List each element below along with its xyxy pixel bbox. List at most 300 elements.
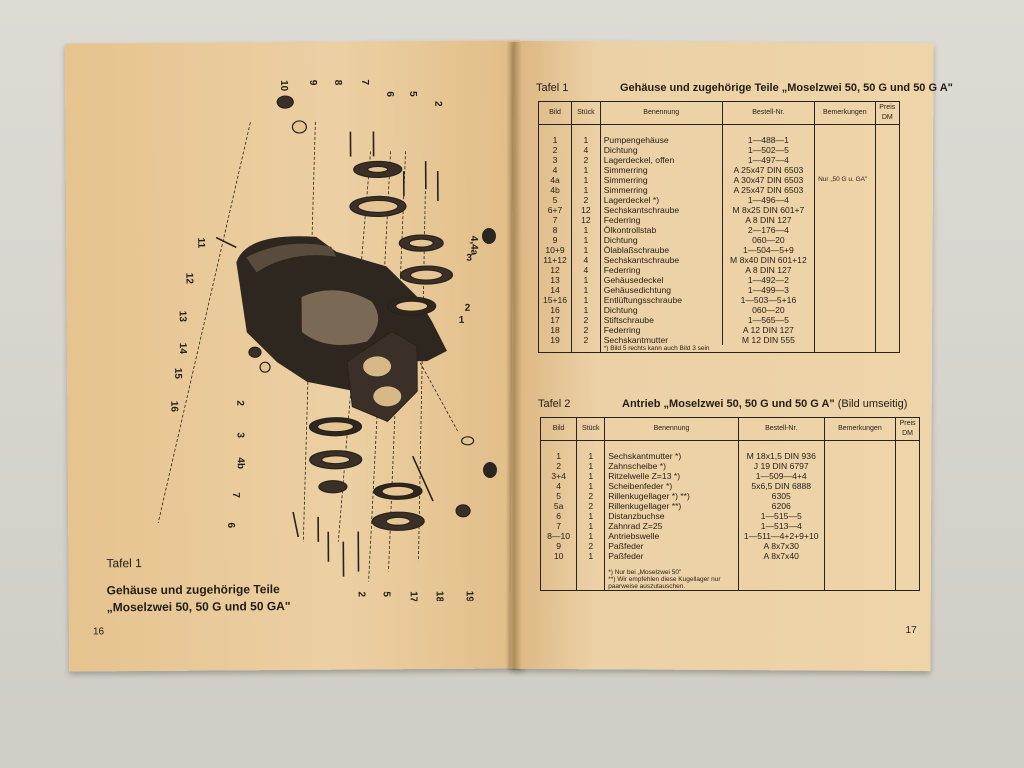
- cell-bestell-nr: 1—488—1: [722, 135, 814, 145]
- cell-benennung: Sechskantschraube: [600, 255, 722, 265]
- cell-benennung: Zahnscheibe *): [605, 461, 739, 471]
- exploded-view-drawing: [85, 61, 509, 604]
- cell-bestell-nr: 060—20: [722, 305, 814, 315]
- cell-benennung: Simmerring: [600, 185, 722, 195]
- cell-bestell-nr: M 18x1,5 DIN 936: [738, 451, 824, 461]
- cell-preis: [896, 461, 920, 471]
- cell-bestell-nr: 1—497—4: [722, 155, 814, 165]
- col-preis: Preis DM: [875, 102, 899, 125]
- spacer-cell: [577, 441, 605, 452]
- cell-stueck: 2: [572, 195, 601, 205]
- table1-row: [539, 255, 900, 265]
- table2-row: [541, 501, 920, 511]
- table1-row: [539, 315, 900, 325]
- cell-bestell-nr: 1—513—4: [738, 521, 824, 531]
- cell-stueck: 1: [572, 235, 601, 245]
- svg-text:10: 10: [278, 80, 290, 92]
- svg-text:2: 2: [234, 400, 246, 406]
- table1-row: [539, 185, 900, 195]
- cell-stueck: 1: [577, 481, 605, 491]
- svg-text:6: 6: [225, 522, 237, 529]
- cell-bestell-nr: 1—504—5+9: [722, 245, 814, 255]
- cell-stueck: 2: [572, 315, 601, 325]
- cell-preis: [875, 345, 899, 353]
- cell-preis: [896, 471, 920, 481]
- cell-benennung: Rillenkugellager *) **): [605, 491, 739, 501]
- cell-benennung: Simmerring: [600, 175, 722, 185]
- cell-benennung: Antriebswelle: [605, 531, 739, 541]
- cell-bestell-nr: 6206: [738, 501, 824, 511]
- cell-preis: [875, 205, 899, 215]
- cell-bestell-nr: A 8 DIN 127: [722, 265, 814, 275]
- cell-bild: 11+12: [539, 255, 572, 265]
- spacer-cell: [605, 441, 739, 452]
- cell-bestell-nr: M 8x25 DIN 601+7: [722, 205, 814, 215]
- cell-stueck: 1: [577, 531, 605, 541]
- col-stueck: Stück: [572, 102, 601, 125]
- table1-row: [539, 215, 900, 225]
- cell-bild: 8—10: [541, 531, 577, 541]
- cell-empty: [824, 561, 895, 591]
- cell-benennung: Dichtung: [600, 145, 722, 155]
- cell-bemerkungen: [824, 501, 895, 511]
- cell-empty: [541, 561, 577, 591]
- cell-bestell-nr: 6305: [738, 491, 824, 501]
- cell-preis: [875, 255, 899, 265]
- cell-bemerkungen: [815, 285, 875, 295]
- cell-bemerkungen: [815, 215, 875, 225]
- table1-body: [539, 125, 900, 353]
- cell-bild: 4a: [539, 175, 572, 185]
- cell-bild: 16: [539, 305, 572, 315]
- cell-bestell-nr: 1—496—4: [722, 195, 814, 205]
- cell-bemerkungen: [815, 155, 875, 165]
- cell-bemerkungen: [824, 481, 895, 491]
- cell-bemerkungen: [815, 225, 875, 235]
- cell-bild: 9: [539, 235, 572, 245]
- cell-bemerkungen: [815, 135, 875, 145]
- cell-bestell-nr: J 19 DIN 6797: [738, 461, 824, 471]
- table1-row: [539, 155, 900, 165]
- cell-bemerkungen: [824, 541, 895, 551]
- cell-bemerkungen: [815, 235, 875, 245]
- cell-bestell-nr: A 8x7x30: [738, 541, 824, 551]
- cell-preis: [875, 235, 899, 245]
- cell-bestell-nr: A 8x7x40: [738, 551, 824, 561]
- col-bild: Bild: [541, 418, 577, 441]
- cell-stueck: 1: [572, 225, 601, 235]
- svg-text:3: 3: [466, 252, 472, 264]
- cell-preis: [875, 145, 899, 155]
- cell-bild: 1: [539, 135, 572, 145]
- cell-empty: [577, 561, 605, 591]
- cell-bild: 5: [539, 195, 572, 205]
- spacer-cell: [600, 125, 722, 136]
- cell-bemerkungen: [815, 305, 875, 315]
- cell-benennung: Sechskantschraube: [600, 205, 722, 215]
- cell-bild: 5: [541, 491, 577, 501]
- cell-benennung: Stiftschraube: [600, 315, 722, 325]
- cell-preis: [875, 215, 899, 225]
- svg-text:7: 7: [229, 492, 241, 499]
- cell-preis: [896, 541, 920, 551]
- cell-bestell-nr: 1—492—2: [722, 275, 814, 285]
- cell-stueck: 2: [572, 335, 601, 345]
- table1-title: Gehäuse und zugehörige Teile „Moselzwei 50, 50 G und 50 G A": [620, 82, 953, 94]
- cell-bemerkungen: [824, 491, 895, 501]
- cell-benennung: Distanzbuchse: [605, 511, 739, 521]
- cell-stueck: 2: [577, 541, 605, 551]
- cell-stueck: 2: [572, 325, 601, 335]
- cell-benennung: Dichtung: [600, 235, 722, 245]
- svg-text:2: 2: [464, 302, 471, 314]
- cell-benennung: Sechskantmutter *): [605, 451, 739, 461]
- cell-bemerkungen: [815, 325, 875, 335]
- cell-preis: [875, 185, 899, 195]
- table2-row: [541, 511, 920, 521]
- cell-bestell-nr: 1—502—5: [722, 145, 814, 155]
- cell-bild: 12: [539, 265, 572, 275]
- table1-footnote: *) Bild 5 rechts kann auch Bild 3 sein: [600, 345, 814, 353]
- cell-bemerkungen: [815, 295, 875, 305]
- table1-row: [539, 145, 900, 155]
- table1-row: [539, 325, 900, 335]
- cell-benennung: Ölkontrollstab: [600, 225, 722, 235]
- cell-preis: [875, 335, 899, 345]
- col-stueck: Stück: [577, 418, 605, 441]
- table1-row: [539, 245, 900, 255]
- cell-bemerkungen: [815, 185, 875, 195]
- svg-text:18: 18: [433, 590, 445, 603]
- cell-benennung: Pumpengehäuse: [600, 135, 722, 145]
- table1-heading: [536, 82, 953, 94]
- cell-bemerkungen: Nur „50 G u. GA": [815, 175, 875, 185]
- caption-title-line1: Gehäuse und zugehörige Teile: [106, 582, 280, 598]
- svg-text:12: 12: [183, 272, 195, 284]
- cell-bild: 14: [539, 285, 572, 295]
- svg-text:8: 8: [332, 79, 344, 86]
- svg-text:4b: 4b: [234, 457, 246, 470]
- cell-bestell-nr: A 8 DIN 127: [722, 215, 814, 225]
- table2-title: Antrieb „Moselzwei 50, 50 G und 50 G A": [622, 398, 835, 410]
- cell-preis: [896, 561, 920, 591]
- table1-row: [539, 165, 900, 175]
- cell-preis: [875, 195, 899, 205]
- cell-bild: 9: [541, 541, 577, 551]
- cell-benennung: Paßfeder: [605, 551, 739, 561]
- cell-bemerkungen: [815, 315, 875, 325]
- cell-preis: [875, 265, 899, 275]
- spacer-cell: [896, 441, 920, 452]
- cell-stueck: 1: [572, 185, 601, 195]
- cell-bestell-nr: 5x6,5 DIN 6888: [738, 481, 824, 491]
- cell-stueck: 12: [572, 205, 601, 215]
- cell-benennung: Sechskantmutter: [600, 335, 722, 345]
- cell-bestell-nr: A 25x47 DIN 6503: [722, 185, 814, 195]
- table1-label: Tafel 1: [536, 82, 569, 94]
- figure-caption: [106, 554, 366, 617]
- table2-body: [541, 441, 920, 591]
- table2-row: [541, 491, 920, 501]
- cell-preis: [875, 285, 899, 295]
- col-bild: Bild: [539, 102, 572, 125]
- cell-bestell-nr: 2—176—4: [722, 225, 814, 235]
- cell-preis: [875, 315, 899, 325]
- cell-preis: [875, 295, 899, 305]
- spacer-cell: [875, 125, 899, 136]
- cell-stueck: 1: [572, 175, 601, 185]
- cell-benennung: Federring: [600, 265, 722, 275]
- spacer-cell: [815, 125, 875, 136]
- col-bemerkungen: Bemerkungen: [824, 418, 895, 441]
- table1-row: [539, 195, 900, 205]
- binding-hole-bottom: [483, 462, 497, 478]
- table1-row: [539, 295, 900, 305]
- cell-bild: 3+4: [541, 471, 577, 481]
- spacer-cell: [738, 441, 824, 452]
- cell-benennung: Ritzelwelle Z=13 *): [605, 471, 739, 481]
- table1-row: [539, 205, 900, 215]
- table2-footnotes: [605, 561, 739, 591]
- cell-bild: 15+16: [539, 295, 572, 305]
- cell-benennung: Zahnrad Z=25: [605, 521, 739, 531]
- cell-bemerkungen: [815, 255, 875, 265]
- cell-preis: [896, 481, 920, 491]
- col-benennung: Benennung: [600, 102, 722, 125]
- cell-preis: [875, 245, 899, 255]
- cell-preis: [896, 551, 920, 561]
- svg-text:5: 5: [407, 91, 419, 97]
- svg-text:5: 5: [380, 591, 392, 597]
- cell-benennung: Federring: [600, 215, 722, 225]
- cell-bemerkungen: [824, 451, 895, 461]
- cell-bestell-nr: 1—509—4+4: [738, 471, 824, 481]
- table1-row: [539, 275, 900, 285]
- cell-preis: [875, 325, 899, 335]
- cell-bestell-nr: 1—511—4+2+9+10: [738, 531, 824, 541]
- table1-row: [539, 285, 900, 295]
- cell-bestell-nr: M 12 DIN 555: [722, 335, 814, 345]
- cell-bemerkungen: [824, 461, 895, 471]
- cell-bild: 1: [541, 451, 577, 461]
- cell-preis: [875, 275, 899, 285]
- col-bestell-nr: Bestell-Nr.: [738, 418, 824, 441]
- cell-preis: [896, 511, 920, 521]
- svg-text:2: 2: [432, 100, 444, 107]
- cell-bemerkungen: [824, 551, 895, 561]
- caption-title-line2: „Moselzwei 50, 50 G und 50 GA": [106, 599, 291, 615]
- table1-row: [539, 335, 900, 345]
- cell-bemerkungen: [824, 521, 895, 531]
- cell-bild: 10: [541, 551, 577, 561]
- cell-bestell-nr: A 30x47 DIN 6503: [722, 175, 814, 185]
- cell-preis: [896, 521, 920, 531]
- cell-bestell-nr: 1—565—5: [722, 315, 814, 325]
- svg-text:6: 6: [384, 91, 396, 97]
- cell-preis: [896, 491, 920, 501]
- cell-stueck: 1: [577, 551, 605, 561]
- cell-benennung: Rillenkugellager **): [605, 501, 739, 511]
- cell-bild: 17: [539, 315, 572, 325]
- cell-preis: [896, 531, 920, 541]
- table1-row: [539, 225, 900, 235]
- cell-bild: 2: [541, 461, 577, 471]
- table1-spacer-row: [539, 125, 900, 136]
- cell-empty: [539, 345, 572, 353]
- table2: [540, 417, 920, 591]
- cell-stueck: 1: [572, 295, 601, 305]
- cell-stueck: 4: [572, 265, 601, 275]
- cell-preis: [875, 135, 899, 145]
- col-bestell-nr: Bestell-Nr.: [722, 102, 814, 125]
- cell-benennung: Gehäusedeckel: [600, 275, 722, 285]
- spacer-cell: [824, 441, 895, 452]
- table2-row: [541, 541, 920, 551]
- svg-text:19: 19: [463, 590, 475, 602]
- caption-label: Tafel 1: [106, 556, 142, 571]
- cell-bestell-nr: A 12 DIN 127: [722, 325, 814, 335]
- cell-benennung: Federring: [600, 325, 722, 335]
- table1-row: [539, 265, 900, 275]
- col-bemerkungen: Bemerkungen: [815, 102, 875, 125]
- table2-label: Tafel 2: [538, 398, 571, 410]
- cell-stueck: 2: [572, 155, 601, 165]
- cell-bemerkungen: [824, 471, 895, 481]
- cell-preis: [875, 225, 899, 235]
- cell-preis: [875, 155, 899, 165]
- spacer-cell: [572, 125, 601, 136]
- table2-row: [541, 551, 920, 561]
- svg-text:2: 2: [355, 591, 367, 598]
- svg-text:7: 7: [359, 79, 371, 86]
- cell-bild: 19: [539, 335, 572, 345]
- cell-bild: 4: [541, 481, 577, 491]
- table2-heading: [538, 398, 907, 410]
- cell-empty: [572, 345, 601, 353]
- table2-subtitle: (Bild umseitig): [837, 398, 908, 410]
- cell-bestell-nr: 060—20: [722, 235, 814, 245]
- cell-preis: [875, 305, 899, 315]
- svg-text:13: 13: [176, 310, 188, 322]
- table2-row: [541, 471, 920, 481]
- cell-bild: 4: [539, 165, 572, 175]
- cell-stueck: 1: [577, 461, 605, 471]
- cell-bild: 5a: [541, 501, 577, 511]
- cell-bestell-nr: 1—499—3: [722, 285, 814, 295]
- cell-stueck: 1: [577, 471, 605, 481]
- cell-bild: 18: [539, 325, 572, 335]
- page-number-right: 17: [905, 624, 917, 637]
- table1: [538, 101, 900, 353]
- table1-row: [539, 305, 900, 315]
- cell-bemerkungen: [815, 335, 875, 345]
- svg-text:9: 9: [307, 79, 319, 86]
- left-page: [65, 40, 524, 671]
- cell-stueck: 1: [572, 305, 601, 315]
- cell-benennung: Ölablaßschraube: [600, 245, 722, 255]
- cell-stueck: 1: [572, 285, 601, 295]
- binding-hole-top: [482, 228, 496, 244]
- cell-bestell-nr: 1—515—5: [738, 511, 824, 521]
- cell-stueck: 1: [577, 511, 605, 521]
- cell-bemerkungen: [815, 145, 875, 155]
- svg-text:4,4a: 4,4a: [468, 235, 480, 256]
- cell-benennung: Dichtung: [600, 305, 722, 315]
- cell-benennung: Simmerring: [600, 165, 722, 175]
- svg-text:3: 3: [234, 432, 246, 438]
- spacer-cell: [539, 125, 572, 136]
- cell-stueck: 1: [572, 165, 601, 175]
- book-gutter: [506, 42, 522, 670]
- svg-text:1: 1: [458, 314, 465, 326]
- cell-stueck: 1: [577, 521, 605, 531]
- cell-bemerkungen: [815, 195, 875, 205]
- table2-row: [541, 461, 920, 471]
- cell-benennung: Gehäusedichtung: [600, 285, 722, 295]
- table2-footnote-2: **) Wir empfehlen diese Kugellager nur paarweise auszutauschen.: [608, 576, 721, 590]
- cell-bild: 3: [539, 155, 572, 165]
- table2-row: [541, 481, 920, 491]
- cell-bild: 7: [541, 521, 577, 531]
- cell-stueck: 1: [572, 135, 601, 145]
- table2-row: [541, 451, 920, 461]
- table1-row: [539, 235, 900, 245]
- cell-stueck: 1: [572, 275, 601, 285]
- cell-bild: 4b: [539, 185, 572, 195]
- cell-preis: [875, 165, 899, 175]
- cell-bild: 8: [539, 225, 572, 235]
- cell-benennung: Scheibenfeder *): [605, 481, 739, 491]
- svg-text:16: 16: [168, 400, 180, 413]
- cell-stueck: 4: [572, 145, 601, 155]
- cell-bild: 6+7: [539, 205, 572, 215]
- cell-bemerkungen: [815, 275, 875, 285]
- table2-footnote-row: [541, 561, 920, 591]
- page-number-left: 16: [92, 626, 105, 638]
- cell-bild: 13: [539, 275, 572, 285]
- spacer-cell: [722, 125, 814, 136]
- col-benennung: Benennung: [605, 418, 739, 441]
- table2-footnote-1: *) Nur bei „Moselzwei 50": [608, 569, 682, 576]
- cell-bild: 6: [541, 511, 577, 521]
- table1-footnote-row: [539, 345, 900, 353]
- cell-preis: [875, 175, 899, 185]
- cell-bild: 7: [539, 215, 572, 225]
- cell-stueck: 1: [572, 245, 601, 255]
- cell-stueck: 2: [577, 491, 605, 501]
- cell-bemerkungen: [815, 165, 875, 175]
- cell-empty: [738, 561, 824, 591]
- svg-text:15: 15: [172, 367, 184, 379]
- table2-row: [541, 521, 920, 531]
- table2-row: [541, 531, 920, 541]
- cell-bemerkungen: [815, 205, 875, 215]
- spacer-cell: [541, 441, 577, 452]
- cell-stueck: 2: [577, 501, 605, 511]
- cell-bild: 10+9: [539, 245, 572, 255]
- cell-stueck: 4: [572, 255, 601, 265]
- svg-text:11: 11: [195, 237, 207, 249]
- cell-benennung: Entlüftungsschraube: [600, 295, 722, 305]
- cell-bestell-nr: A 25x47 DIN 6503: [722, 165, 814, 175]
- cell-benennung: Paßfeder: [605, 541, 739, 551]
- svg-text:17: 17: [407, 591, 419, 603]
- cell-empty: [815, 345, 875, 353]
- cell-benennung: Lagerdeckel *): [600, 195, 722, 205]
- cell-preis: [896, 451, 920, 461]
- cell-stueck: 12: [572, 215, 601, 225]
- cell-bemerkungen: [824, 511, 895, 521]
